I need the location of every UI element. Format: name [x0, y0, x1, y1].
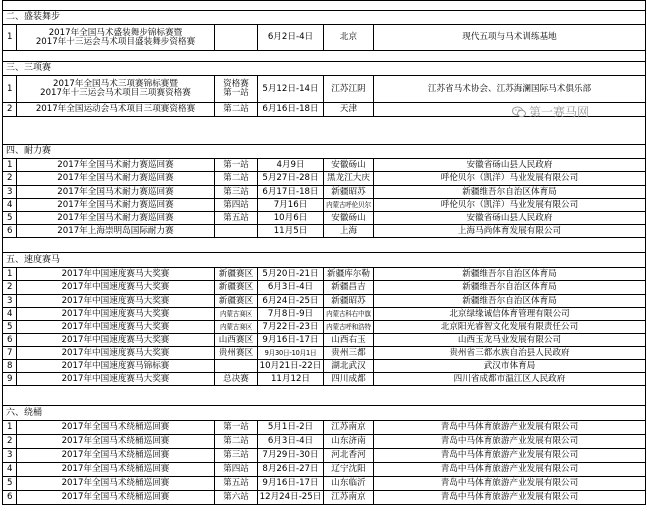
- event-date: 6月24日-25日: [258, 295, 324, 308]
- row-number: 1: [3, 159, 17, 172]
- event-stage: [215, 491, 258, 505]
- event-date: 9月16日-17日: [258, 334, 324, 347]
- event-city: 江苏南京: [324, 491, 374, 505]
- section-header-row: [3, 145, 646, 159]
- event-name: [17, 421, 215, 435]
- spacer-row: [3, 386, 646, 406]
- row-number: 1: [3, 268, 17, 281]
- event-city: 内蒙古科右中旗: [324, 308, 374, 321]
- row-number: 5: [3, 321, 17, 334]
- event-organizer: 四川省成都市温江区人民政府: [374, 373, 646, 386]
- table-row: [3, 477, 646, 491]
- event-organizer: 现代五项与马术训练基地: [374, 25, 646, 51]
- row-number: 3: [3, 186, 17, 199]
- event-date: 10月21日-22日: [258, 360, 324, 373]
- event-stage: [215, 421, 258, 435]
- row-number: 2: [3, 172, 17, 186]
- event-stage-line: 内蒙古赛区: [220, 309, 252, 318]
- event-organizer: 青岛中马体育旅游产业发展有限公司: [374, 477, 646, 491]
- event-name-line: 2017年中国速度赛马锦标赛: [61, 360, 170, 371]
- event-stage: [215, 25, 258, 51]
- watermark: [512, 103, 642, 121]
- event-date: 7月16日: [258, 199, 324, 212]
- event-stage-line: 贵州赛区: [218, 347, 254, 358]
- event-organizer: 山西玉龙马业发展有限公司: [374, 334, 646, 347]
- event-organizer: 青岛中马体育旅游产业发展有限公司: [374, 421, 646, 435]
- event-name: [17, 225, 215, 238]
- event-stage-line: 第五站: [223, 212, 249, 223]
- event-name: [17, 334, 215, 347]
- event-stage-line: 第一站: [223, 159, 249, 170]
- event-stage-line: 内蒙古赛区: [220, 322, 252, 331]
- event-organizer: 上海马尚体育发展有限公司: [374, 225, 646, 238]
- section-title: 三、三项赛: [3, 62, 646, 76]
- row-number: 2: [3, 435, 17, 449]
- table-row: [3, 76, 646, 103]
- event-name-line: 2017年中国速度赛马大奖赛: [61, 282, 170, 292]
- event-organizer: 安徽省砀山县人民政府: [374, 159, 646, 172]
- event-organizer: 江苏省马术协会、江苏海澜国际马术俱乐部: [374, 76, 646, 103]
- section-header-row: [3, 62, 646, 76]
- row-number: 4: [3, 308, 17, 321]
- event-stage-line: 山西赛区: [218, 334, 254, 345]
- wechat-logo-icon: [512, 106, 526, 118]
- event-date: 12月24日-25日: [258, 491, 324, 505]
- row-number: 1: [3, 76, 17, 103]
- event-name: [17, 435, 215, 449]
- event-organizer: 青岛中马体育旅游产业发展有限公司: [374, 449, 646, 463]
- event-stage-line: 第五站: [223, 478, 249, 488]
- event-date: 6月16日-18日: [258, 103, 324, 117]
- event-stage: [215, 225, 258, 238]
- event-name: [17, 491, 215, 505]
- event-name: [17, 373, 215, 386]
- event-city: 安徽砀山: [324, 159, 374, 172]
- table-row: [3, 199, 646, 212]
- event-city: 山西右玉: [324, 334, 374, 347]
- event-stage: [215, 159, 258, 172]
- event-city: 江苏江阴: [324, 76, 374, 103]
- section-header-row: [3, 406, 646, 421]
- event-city: 黑龙江大庆: [324, 172, 374, 186]
- row-number: 6: [3, 225, 17, 238]
- event-stage-line: 总决赛: [223, 373, 249, 384]
- event-name: [17, 103, 215, 117]
- event-name: [17, 268, 215, 281]
- event-organizer: 北京阳光睿智文化发展有限责任公司: [374, 321, 646, 334]
- event-name: [17, 347, 215, 360]
- row-number: 7: [3, 347, 17, 360]
- event-name-line: 2017年上海崇明岛国际耐力赛: [57, 225, 174, 236]
- event-stage-line: 资格赛: [223, 79, 249, 89]
- event-stage-line: 新疆赛区: [218, 268, 254, 279]
- event-name-line: 2017年全国马术绕桶巡回赛: [61, 464, 170, 474]
- event-city: 新疆昭苏: [324, 186, 374, 199]
- event-name: [17, 360, 215, 373]
- event-city: 新疆昭苏: [324, 295, 374, 308]
- event-date: 4月9日: [258, 159, 324, 172]
- event-stage-line: 第四站: [223, 199, 249, 210]
- event-name-line: 2017年全国马术绕桶巡回赛: [61, 450, 170, 460]
- event-organizer: 呼伦贝尔（凯洋）马业发展有限公司: [374, 172, 646, 186]
- row-number: 2: [3, 103, 17, 117]
- event-organizer: 新疆维吾尔自治区体育局: [374, 281, 646, 295]
- event-stage-line: 第二站: [223, 173, 249, 183]
- event-date: 5月20日-21日: [258, 268, 324, 281]
- row-number: 6: [3, 491, 17, 505]
- event-city: 河北香河: [324, 449, 374, 463]
- row-number: 5: [3, 477, 17, 491]
- event-name-line: 2017年全国马术耐力赛巡回赛: [57, 186, 174, 197]
- event-city: 新疆昌吉: [324, 281, 374, 295]
- event-date: 11月5日: [258, 225, 324, 238]
- event-date: 11月12日: [258, 373, 324, 386]
- event-name-line: 2017年全国马术耐力赛巡回赛: [57, 159, 174, 170]
- table-row: [3, 212, 646, 225]
- spacer-row: [3, 51, 646, 62]
- event-name: [17, 321, 215, 334]
- event-organizer: 新疆维吾尔自治区体育局: [374, 186, 646, 199]
- event-name: [17, 212, 215, 225]
- row-number: 3: [3, 449, 17, 463]
- row-number: 6: [3, 334, 17, 347]
- table-row: [3, 321, 646, 334]
- event-organizer: 呼伦贝尔（凯洋）马业发展有限公司: [374, 199, 646, 212]
- event-organizer: 武汉市体育局: [374, 360, 646, 373]
- event-name-line: 2017年全国运动会马术项目三项赛资格赛: [35, 104, 196, 114]
- event-stage: [215, 477, 258, 491]
- schedule-table-body: [3, 1, 646, 505]
- event-name: [17, 463, 215, 477]
- event-stage-line: 第二站: [223, 104, 249, 114]
- event-stage-line: 第三站: [223, 186, 249, 197]
- table-row: [3, 159, 646, 172]
- table-row: [3, 172, 646, 186]
- event-name-line: 2017年中国速度赛马大奖赛: [61, 295, 170, 306]
- table-row: [3, 491, 646, 505]
- section-title: 六、绕桶: [3, 406, 646, 421]
- table-row: [3, 347, 646, 360]
- event-stage-line: 第六站: [223, 492, 249, 502]
- event-stage-line: 新疆赛区: [218, 282, 254, 292]
- event-name-line: 2017年中国速度赛马大奖赛: [61, 334, 170, 345]
- event-date: 9月30日-10月1日: [258, 347, 324, 360]
- event-date: 6月2日-4日: [258, 25, 324, 51]
- event-name: [17, 295, 215, 308]
- event-name: [17, 199, 215, 212]
- spacer-row: [3, 238, 646, 253]
- row-number: 1: [3, 421, 17, 435]
- event-city: 北京: [324, 25, 374, 51]
- section-title: 四、耐力赛: [3, 145, 646, 159]
- event-stage-line: 第一站: [223, 88, 249, 98]
- event-city: 贵州三都: [324, 347, 374, 360]
- event-organizer: 青岛中马体育旅游产业发展有限公司: [374, 491, 646, 505]
- watermark-text: 第一赛马网: [529, 105, 590, 119]
- table-row: [3, 449, 646, 463]
- event-date: 6月3日-4日: [258, 281, 324, 295]
- table-row: [3, 373, 646, 386]
- event-name: [17, 76, 215, 103]
- event-stage: [215, 295, 258, 308]
- table-row: [3, 435, 646, 449]
- event-date: 7月8日-9日: [258, 308, 324, 321]
- event-stage: [215, 76, 258, 103]
- event-organizer: 新疆维吾尔自治区体育局: [374, 268, 646, 281]
- table-row: [3, 186, 646, 199]
- event-stage: [215, 373, 258, 386]
- row-number: 5: [3, 212, 17, 225]
- event-date: 9月16日-17日: [258, 477, 324, 491]
- event-stage: [215, 308, 258, 321]
- event-organizer: 北京绿缘诚信体育管理有限公司: [374, 308, 646, 321]
- row-number: 9: [3, 373, 17, 386]
- event-stage: [215, 186, 258, 199]
- event-name-line: 2017年中国速度赛马大奖赛: [61, 347, 170, 358]
- event-stage: [215, 103, 258, 117]
- schedule-table: [2, 0, 646, 505]
- row-number: 3: [3, 295, 17, 308]
- section-title: 五、速度赛马: [3, 253, 646, 268]
- event-stage: [215, 268, 258, 281]
- event-name-line: 2017年全国马术绕桶巡回赛: [61, 478, 170, 488]
- event-date: 6月17日-18日: [258, 186, 324, 199]
- event-stage-line: 第一站: [223, 422, 249, 432]
- event-name-line: 2017年全国马术绕桶巡回赛: [61, 492, 170, 502]
- event-date: 5月12日-14日: [258, 76, 324, 103]
- event-name-line: 2017年全国马术耐力赛巡回赛: [57, 212, 174, 223]
- event-stage: [215, 463, 258, 477]
- event-stage-line: 新疆赛区: [218, 295, 254, 306]
- event-name: [17, 449, 215, 463]
- event-stage: [215, 449, 258, 463]
- event-name-line: 2017年全国马术盛装舞步锦标赛暨: [48, 27, 183, 38]
- table-row: [3, 421, 646, 435]
- event-name-line: 2017年全国马术绕桶巡回赛: [61, 436, 170, 446]
- event-name-line: 2017年全国马术耐力赛巡回赛: [57, 199, 174, 210]
- event-stage-line: 第四站: [223, 464, 249, 474]
- event-city: 天津: [324, 103, 374, 117]
- event-date: 7月22日-23日: [258, 321, 324, 334]
- event-date: 8月26日-27日: [258, 463, 324, 477]
- event-stage: [215, 360, 258, 373]
- event-stage: [215, 199, 258, 212]
- event-city: 新疆库尔勒: [324, 268, 374, 281]
- table-row: [3, 308, 646, 321]
- table-row: [3, 334, 646, 347]
- event-date: 5月1日-2日: [258, 421, 324, 435]
- event-stage-line: 第三站: [223, 450, 249, 460]
- event-city: 山东临沂: [324, 477, 374, 491]
- event-organizer: 新疆维吾尔自治区体育局: [374, 295, 646, 308]
- event-name-line: 2017年全国马术绕桶巡回赛: [61, 422, 170, 432]
- table-row: [3, 295, 646, 308]
- table-row: [3, 225, 646, 238]
- table-row: [3, 281, 646, 295]
- table-row: [3, 25, 646, 51]
- section-header-row: [3, 11, 646, 25]
- row-number: 1: [3, 25, 17, 51]
- event-stage: [215, 281, 258, 295]
- event-stage: [215, 321, 258, 334]
- row-number: 8: [3, 360, 17, 373]
- event-organizer: 贵州省三都水族自治县人民政府: [374, 347, 646, 360]
- event-name: [17, 308, 215, 321]
- section-header-row: [3, 253, 646, 268]
- event-organizer: 青岛中马体育旅游产业发展有限公司: [374, 435, 646, 449]
- event-stage: [215, 172, 258, 186]
- event-city: 上海: [324, 225, 374, 238]
- event-city: 四川成都: [324, 373, 374, 386]
- event-name: [17, 186, 215, 199]
- event-name-line: 2017年十三运会马术项目盛装舞步资格赛: [35, 36, 196, 47]
- event-name-line: 2017年中国速度赛马大奖赛: [61, 308, 170, 319]
- event-city: 内蒙古呼和浩特: [324, 321, 374, 334]
- event-name: [17, 281, 215, 295]
- event-stage-line: 第二站: [223, 436, 249, 446]
- event-name-line: 2017年全国马术耐力赛巡回赛: [57, 173, 174, 183]
- event-city: 内蒙古呼伦贝尔: [324, 199, 374, 212]
- section-title: 二、盛装舞步: [3, 11, 646, 25]
- event-stage: [215, 435, 258, 449]
- event-organizer: 青岛中马体育旅游产业发展有限公司: [374, 463, 646, 477]
- event-name-line: 2017年十三运会马术项目三项赛资格赛: [40, 88, 191, 98]
- event-date: 10月6日: [258, 212, 324, 225]
- event-name-line: 2017年中国速度赛马大奖赛: [61, 321, 170, 332]
- event-city: 辽宁沈阳: [324, 463, 374, 477]
- table-row: [3, 463, 646, 477]
- event-name-line: 2017年中国速度赛马大奖赛: [61, 268, 170, 279]
- event-name-line: 2017年中国速度赛马大奖赛: [61, 373, 170, 384]
- row-number: 4: [3, 199, 17, 212]
- event-city: 湖北武汉: [324, 360, 374, 373]
- event-city: 山东济南: [324, 435, 374, 449]
- event-date: 5月27日-28日: [258, 172, 324, 186]
- row-number: 2: [3, 281, 17, 295]
- event-stage: [215, 347, 258, 360]
- event-city: 安徽砀山: [324, 212, 374, 225]
- event-stage: [215, 212, 258, 225]
- event-date: 7月29日-30日: [258, 449, 324, 463]
- event-date: 6月3日-4日: [258, 435, 324, 449]
- event-stage: [215, 334, 258, 347]
- event-name: [17, 25, 215, 51]
- event-city: 江苏南京: [324, 421, 374, 435]
- event-name: [17, 159, 215, 172]
- event-name: [17, 172, 215, 186]
- event-organizer: 安徽省砀山县人民政府: [374, 212, 646, 225]
- table-row: [3, 268, 646, 281]
- event-name-line: 2017年全国马术三项赛锦标赛暨: [53, 79, 178, 89]
- top-blank-row: [3, 1, 646, 11]
- row-number: 4: [3, 463, 17, 477]
- event-name: [17, 477, 215, 491]
- table-row: [3, 360, 646, 373]
